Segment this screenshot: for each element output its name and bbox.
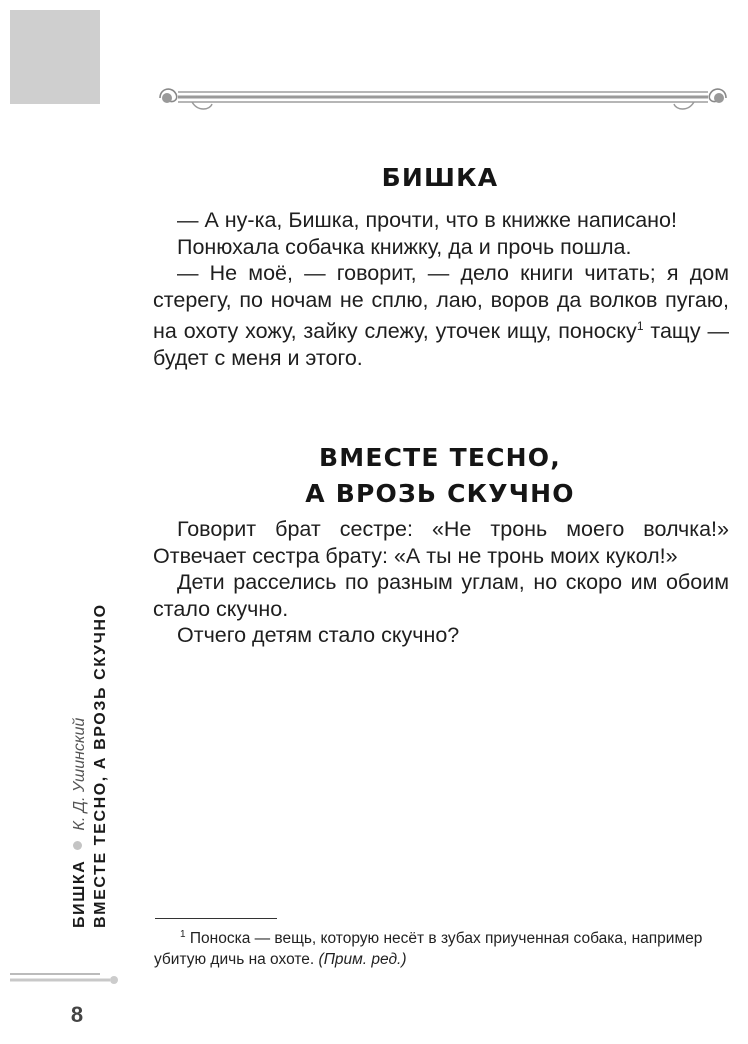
footnote-divider xyxy=(155,918,277,919)
paragraph: Отчего детям стало скучно? xyxy=(177,623,460,648)
running-sidebar xyxy=(69,603,111,928)
title-line: ВМЕСТЕ ТЕСНО, xyxy=(319,443,561,472)
story-bishka-text xyxy=(153,207,729,372)
paragraph-text: — Не моё, — говорит, — дело книги читать; я дом стерегу, по ночам не сплю, лаю, воров да волков пугаю, на охоту хожу, зайку слежу, уточек ищу, поноску xyxy=(153,261,729,344)
paragraph-tail: тащу — будет с меня и этого. xyxy=(153,319,729,371)
editor-note: (Прим. ред.) xyxy=(318,951,407,969)
paragraph: Понюхала собачка книжку, да и прочь пошла. xyxy=(177,234,632,259)
story-title-bishka: БИШКА xyxy=(381,163,499,192)
corner-gray-block xyxy=(10,10,100,104)
story-vmeste-text xyxy=(153,516,729,649)
footnote-mark: 1 xyxy=(180,929,186,940)
page-number: 8 xyxy=(70,1002,84,1027)
footnote xyxy=(154,924,730,970)
paragraph xyxy=(153,260,729,372)
sidebar-story2: ВМЕСТЕ ТЕСНО, А ВРОЗЬ СКУЧНО xyxy=(92,603,109,928)
footnote-text xyxy=(154,924,730,970)
sidebar-author: К. Д. Ушинский xyxy=(71,717,88,831)
story-title-vmeste xyxy=(150,440,730,512)
bottom-ornament-icon xyxy=(0,968,130,998)
scroll-ornament-icon xyxy=(152,80,734,116)
paragraph: Говорит брат сестре: «Не тронь моего волчка!» Отвечает сестра брату: «А ты не тронь моих кукол!» xyxy=(153,517,729,568)
paragraph: — А ну-ка, Бишка, прочти, что в книжке написано! xyxy=(177,208,677,232)
paragraph: Дети расселись по разным углам, но скоро им обоим стало скучно. xyxy=(153,570,729,621)
footnote-reference[interactable]: 1 xyxy=(636,319,644,334)
bullet-dot-icon xyxy=(73,841,82,850)
footnote-body: Поноска — вещь, которую несёт в зубах приученная собака, например убитую дичь на охоте. xyxy=(154,930,703,969)
title-line: А ВРОЗЬ СКУЧНО xyxy=(305,479,575,508)
sidebar-story1: БИШКА xyxy=(71,859,88,928)
